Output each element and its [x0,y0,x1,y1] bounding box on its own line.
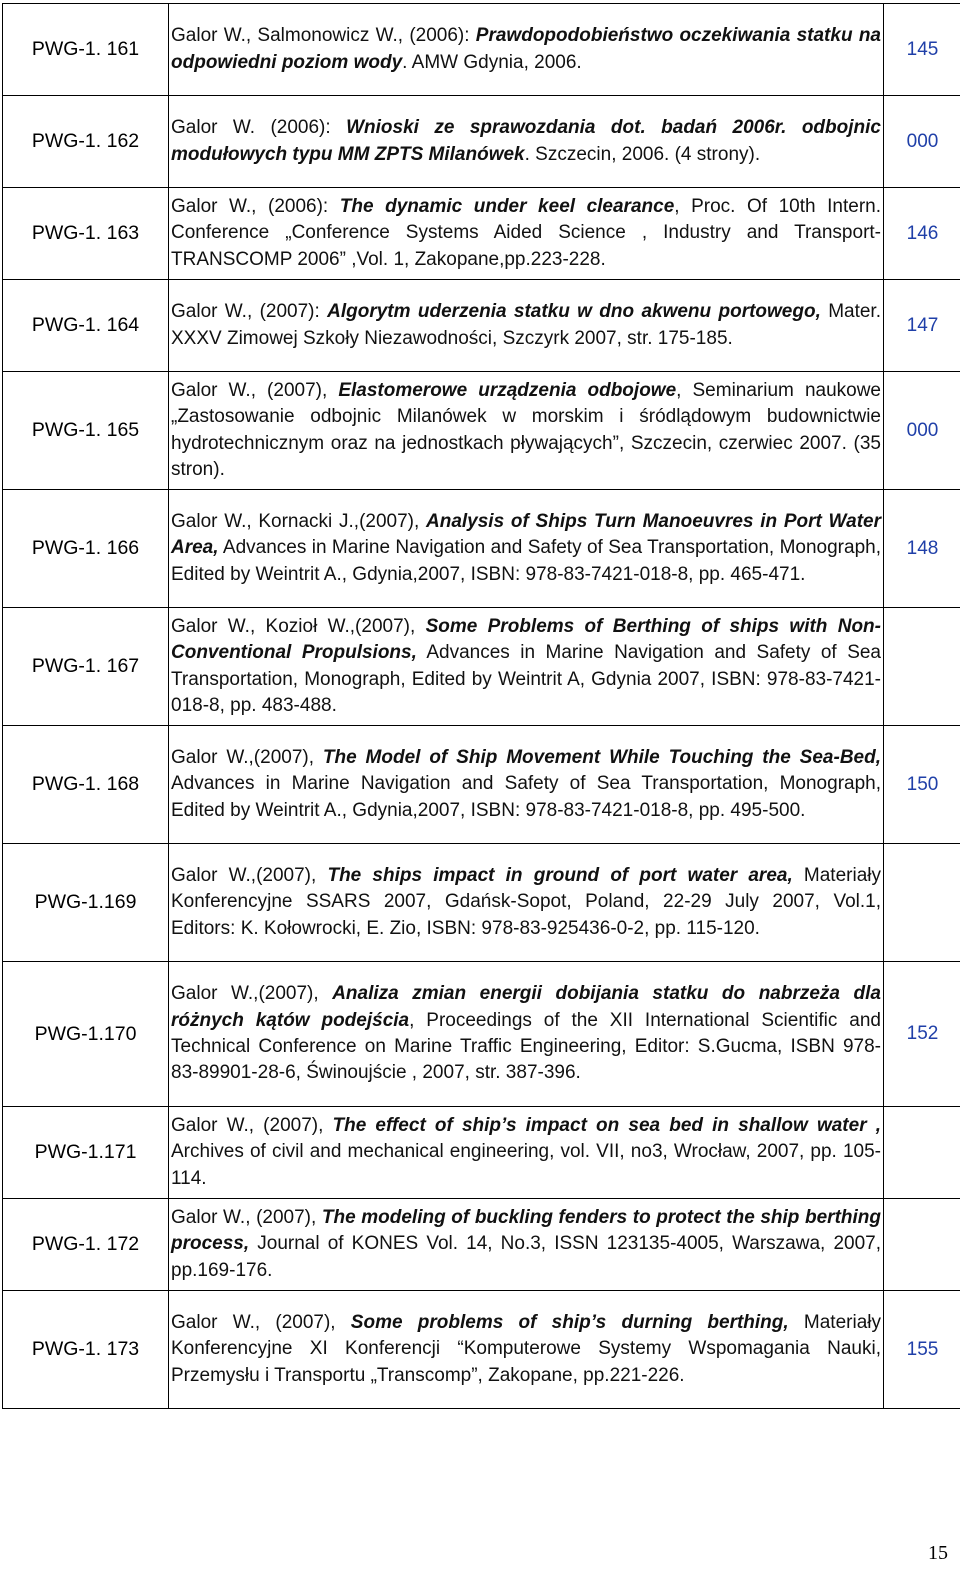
entry-code: PWG-1.170 [3,962,169,1107]
entry-citation [169,962,884,1107]
entry-citation [169,726,884,844]
table-row [3,188,960,280]
entry-citation [169,608,884,726]
entry-citation [169,372,884,490]
entry-code: PWG-1. 172 [3,1199,169,1291]
table-row [3,1199,960,1291]
table-row [3,1107,960,1199]
table-row [3,844,960,962]
citation-details: Journal of KONES Vol. 14, No.3, ISSN 123135-4005, Warszawa, 2007, pp.169-176. [171,1233,881,1281]
entry-citation [169,280,884,372]
citation-details: , Seminarium naukowe „Zastosowanie odbojnic Milanówek w morskim i śródlądowym budownictwie hydrotechnicznym oraz na jednostkach pływających”, Szczecin, czerwiec 2007. (35 stron). [171,379,881,480]
citation-authors: Galor W., Salmonowicz W., (2006): [171,25,476,47]
citation-title: Wnioski ze sprawozdania dot. badań 2006r. odbojnic modułowych typu MM ZPTS Milanówek [171,117,881,165]
publications-table [2,3,960,1409]
citation-title: Elastomerowe urządzenia odbojowe [338,379,677,401]
table-row [3,1291,960,1409]
entry-page [884,1199,960,1291]
citation-title: Prawdopodobieństwo oczekiwania statku na odpowiedni poziom wody [171,25,881,73]
entry-code: PWG-1.171 [3,1107,169,1199]
citation-title: The effect of ship’s impact on sea bed in shallow water , [332,1114,881,1136]
citation-authors: Galor W. (2006): [171,117,347,139]
entry-page: 146 [884,188,960,280]
citation-authors: Galor W., Kornacki J.,(2007), [171,510,426,532]
citation-details: Mater. XXXV Zimowej Szkoły Niezawodności, Szczyrk 2007, str. 175-185. [171,301,881,349]
citation-authors: Galor W., (2007), [171,1311,351,1333]
citation-details: , Proc. Of 10th Intern. Conference „Conference Systems Aided Science , Industry and Transport-TRANSCOMP 2006” ,Vol. 1, Zakopane,pp.223-228. [171,195,881,270]
citation-title: The ships impact in ground of port water area, [327,864,793,886]
entry-page: 152 [884,962,960,1107]
entry-page: 148 [884,490,960,608]
entry-code: PWG-1. 165 [3,372,169,490]
citation-authors: Galor W., (2007), [171,1206,322,1228]
entry-code: PWG-1. 162 [3,96,169,188]
entry-citation [169,1291,884,1409]
citation-title: The modeling of buckling fenders to protect the ship berthing process, [171,1206,881,1255]
citation-title: Algorytm uderzenia statku w dno akwenu portowego, [327,301,821,323]
entry-citation [169,490,884,608]
citation-details: . AMW Gdynia, 2006. [402,51,582,73]
entry-citation [169,1199,884,1291]
table-row [3,4,960,96]
table-row [3,490,960,608]
citation-details: Advances in Marine Navigation and Safety of Sea Transportation, Monograph, Edited by Weintrit A, Gdynia 2007, ISBN: 978-83-7421-018-8, pp. 483-488. [171,642,881,716]
entry-code: PWG-1. 166 [3,490,169,608]
citation-authors: Galor W.,(2007), [171,864,328,886]
entry-page [884,844,960,962]
citation-details: , Proceedings of the XII International Scientific and Technical Conference on Marine Traffic Engineering, Editor: S.Gucma, ISBN 978-83-89901-28-6, Świnoujście , 2007, str. 387-396. [171,1009,881,1084]
table-row [3,726,960,844]
citation-authors: Galor W., (2007), [171,379,339,401]
entry-code: PWG-1. 167 [3,608,169,726]
citation-details: Advances in Marine Navigation and Safety of Sea Transportation, Monograph, Edited by Weintrit A., Gdynia,2007, ISBN: 978-83-7421-018-8, pp. 495-500. [171,773,881,821]
entry-page: 155 [884,1291,960,1409]
citation-title: Some Problems of Berthing of ships with Non-Conventional Propulsions, [171,615,881,664]
page-number: 15 [928,1542,948,1564]
entry-page [884,1107,960,1199]
entry-code: PWG-1.169 [3,844,169,962]
entry-page: 000 [884,96,960,188]
citation-title: The dynamic under keel clearance [339,195,675,217]
entry-page [884,608,960,726]
citation-authors: Galor W., Kozioł W.,(2007), [171,615,426,637]
entry-page: 000 [884,372,960,490]
citation-authors: Galor W., (2007): [171,301,328,323]
table-row [3,96,960,188]
entry-code: PWG-1. 161 [3,4,169,96]
entry-code: PWG-1. 168 [3,726,169,844]
citation-details: Advances in Marine Navigation and Safety of Sea Transportation, Monograph, Edited by Weintrit A., Gdynia,2007, ISBN: 978-83-7421-018-8, pp. 465-471. [171,537,881,585]
entry-page: 145 [884,4,960,96]
entry-page: 150 [884,726,960,844]
citation-title: Analiza zmian energii dobijania statku do nabrzeża dla różnych kątów podejścia [171,983,881,1031]
citation-authors: Galor W., (2006): [171,195,340,217]
citation-details: Archives of civil and mechanical engineering, vol. VII, no3, Wrocław, 2007, pp. 105-114. [171,1141,881,1189]
entry-citation [169,188,884,280]
entry-code: PWG-1. 164 [3,280,169,372]
entry-page: 147 [884,280,960,372]
citation-title: Analysis of Ships Turn Manoeuvres in Port Water Area, [171,510,881,559]
table-row [3,962,960,1107]
table-row [3,372,960,490]
table-row [3,280,960,372]
entry-citation [169,844,884,962]
citation-authors: Galor W.,(2007), [171,983,333,1005]
citation-details: Materiały Konferencyjne SSARS 2007, Gdańsk-Sopot, Poland, 22-29 July 2007, Vol.1, Editors: K. Kołowrocki, E. Zio, ISBN: 978-83-925436-0-2, pp. 115-120. [171,864,881,939]
citation-title: Some problems of ship’s durning berthing, [350,1311,789,1333]
entry-citation [169,4,884,96]
entry-code: PWG-1. 173 [3,1291,169,1409]
citation-details: Materiały Konferencyjne XI Konferencji “Komputerowe Systemy Wspomagania Nauki, Przemysłu i Transportu „Transcomp”, Zakopane, pp.221-226. [171,1311,881,1386]
entry-citation [169,1107,884,1199]
table-row [3,608,960,726]
entry-code: PWG-1. 163 [3,188,169,280]
citation-authors: Galor W.,(2007), [171,746,323,768]
entry-citation [169,96,884,188]
citation-title: The Model of Ship Movement While Touching the Sea-Bed, [322,746,881,768]
citation-authors: Galor W., (2007), [171,1114,333,1136]
citation-details: . Szczecin, 2006. (4 strony). [524,143,761,165]
